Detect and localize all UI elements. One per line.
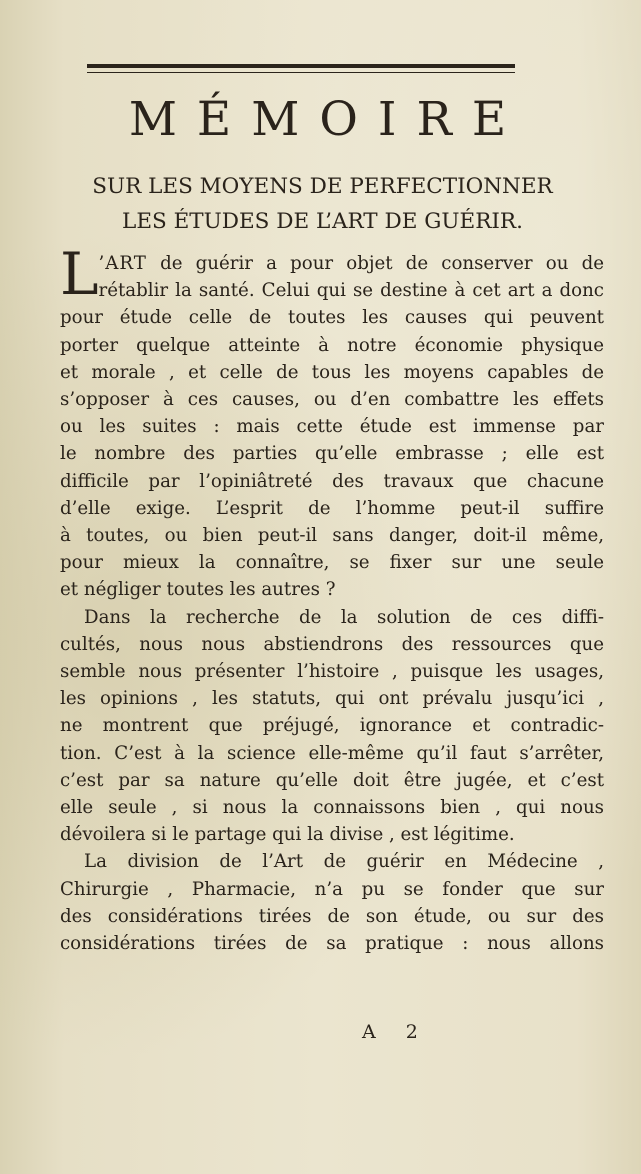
- text-line: pour étude celle de toutes les causes qui peuvent: [60, 307, 604, 329]
- text-line: et négliger toutes les autres ?: [60, 579, 336, 601]
- text-line: et morale , et celle de tous les moyens capables de: [60, 361, 604, 383]
- text-line: Chirurgie , Pharmacie, n’a pu se fonder que sur: [60, 878, 604, 900]
- header-rule-thin: [87, 72, 515, 73]
- text-line: porter quelque atteinte à notre économie physique: [60, 334, 604, 356]
- text-line: elle seule , si nous la connaissons bien , qui nous: [60, 797, 604, 819]
- text-line: ou les suites : mais cette étude est immense par: [60, 416, 604, 438]
- text-line: le nombre des parties qu’elle embrasse ; elle est: [60, 443, 604, 465]
- text-line: des considérations tirées de son étude, ou sur des: [60, 905, 604, 927]
- paragraph-3: [60, 848, 604, 957]
- text-line: à toutes, ou bien peut-il sans danger, doit-il même,: [60, 525, 604, 547]
- signature-mark: A 2: [362, 1021, 430, 1043]
- text-line: tion. C’est à la science elle-même qu’il faut s’arrêter,: [60, 742, 604, 764]
- text-line: s’opposer à ces causes, ou d’en combattre les effets: [60, 389, 604, 411]
- text-line: rétablir la santé. Celui qui se destine à cet art a donc: [98, 280, 604, 302]
- body-text: [60, 240, 604, 957]
- text-line: semble nous présenter l’histoire , puisque les usages,: [60, 661, 604, 683]
- text-line: dévoilera si le partage qui la divise , est légitime.: [60, 824, 515, 846]
- text-line: c’est par sa nature qu’elle doit être jugée, et c’est: [60, 769, 604, 791]
- text-line: ne montrent que préjugé, ignorance et contradic-: [60, 715, 604, 737]
- text-line: La division de l’Art de guérir en Médecine ,: [84, 851, 604, 873]
- lead-word: ’ART: [98, 253, 147, 274]
- drop-cap: L: [60, 240, 99, 308]
- subtitle-line-2: LES ÉTUDES DE L’ART DE GUÉRIR.: [122, 209, 523, 234]
- header-rule-thick: [87, 64, 515, 68]
- paragraph-2: [60, 604, 604, 849]
- text-line: d’elle exige. L’esprit de l’homme peut-il suffire: [60, 497, 604, 519]
- text-line: pour mieux la connaître, se fixer sur une seule: [60, 552, 604, 574]
- text-line: difficile par l’opiniâtreté des travaux que chacune: [60, 470, 604, 492]
- text-line: cultés, nous nous abstiendrons des ressources que: [60, 633, 604, 655]
- subtitle-line-1: SUR LES MOYENS DE PERFECTIONNER: [92, 174, 553, 199]
- text-line: les opinions , les statuts, qui ont prévalu jusqu’ici ,: [60, 688, 604, 710]
- text-line: Dans la recherche de la solution de ces diffi-: [84, 606, 604, 628]
- text-line: ’ART de guérir a pour objet de conserver ou de: [98, 253, 604, 274]
- text-line: considérations tirées de sa pratique : nous allons: [60, 933, 604, 955]
- page-title: MÉMOIRE: [128, 92, 527, 147]
- paragraph-1: [60, 240, 604, 604]
